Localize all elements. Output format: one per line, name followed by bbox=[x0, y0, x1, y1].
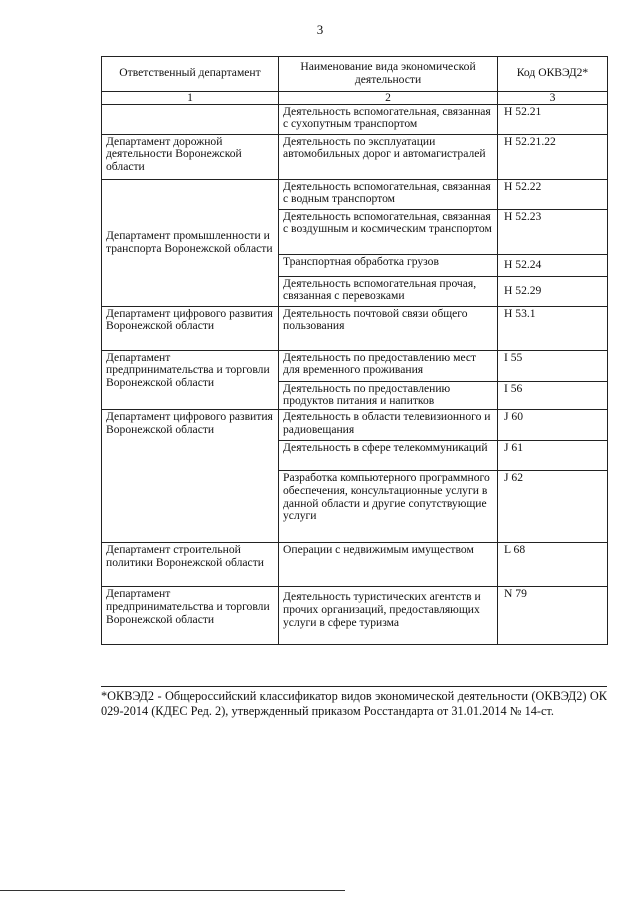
code-cell: Н 52.29 bbox=[498, 276, 608, 306]
activity-cell: Транспортная обработка грузов bbox=[279, 254, 498, 276]
header-department: Ответственный департамент bbox=[102, 57, 279, 92]
table-row bbox=[102, 104, 608, 134]
activity-cell: Деятельность по предоставлению мест для временного проживания bbox=[279, 350, 498, 381]
activity-cell: Деятельность в сфере телекоммуникаций bbox=[279, 441, 498, 471]
code-cell: Н 52.24 bbox=[498, 254, 608, 276]
column-number-2: 2 bbox=[279, 91, 498, 104]
table-header-row bbox=[102, 57, 608, 92]
footnote: *ОКВЭД2 - Общероссийский классификатор видов экономической деятельности (ОКВЭД2) ОК 029-2014 (КДЕС Ред. 2), утвержденный приказом Росстандарта от 31.01.2014 № 14-ст. bbox=[101, 689, 607, 719]
column-number-3: 3 bbox=[498, 91, 608, 104]
department-cell: Департамент цифрового развития Воронежской области bbox=[102, 306, 279, 350]
department-cell: Департамент предпринимательства и торговли Воронежской области bbox=[102, 587, 279, 645]
table-row bbox=[102, 350, 608, 381]
activity-cell: Деятельность в области телевизионного и радиовещания bbox=[279, 410, 498, 441]
table-row bbox=[102, 134, 608, 179]
page-number: 3 bbox=[316, 22, 324, 37]
code-cell: J 61 bbox=[498, 441, 608, 471]
table-row bbox=[102, 587, 608, 645]
activity-cell: Деятельность вспомогательная прочая, связанная с перевозками bbox=[279, 276, 498, 306]
code-cell: Н 52.22 bbox=[498, 179, 608, 209]
department-cell: Департамент предпринимательства и торговли Воронежской области bbox=[102, 350, 279, 410]
footnote-divider bbox=[101, 686, 607, 687]
department-cell: Департамент строительной политики Воронежской области bbox=[102, 543, 279, 587]
activity-cell: Деятельность вспомогательная, связанная с сухопутным транспортом bbox=[279, 104, 498, 134]
column-number-1: 1 bbox=[102, 91, 279, 104]
code-cell: Н 52.21 bbox=[498, 104, 608, 134]
okved-table bbox=[101, 56, 608, 645]
table-row bbox=[102, 306, 608, 350]
table-column-numbers-row bbox=[102, 91, 608, 104]
code-cell: I 56 bbox=[498, 381, 608, 410]
header-activity: Наименование вида экономической деятельности bbox=[279, 57, 498, 92]
activity-cell: Деятельность по предоставлению продуктов питания и напитков bbox=[279, 381, 498, 410]
department-cell: Департамент дорожной деятельности Воронежской области bbox=[102, 134, 279, 179]
code-cell: Н 52.23 bbox=[498, 209, 608, 254]
code-cell: J 60 bbox=[498, 410, 608, 441]
activity-cell: Операции с недвижимым имуществом bbox=[279, 543, 498, 587]
table-row bbox=[102, 543, 608, 587]
bottom-divider bbox=[0, 890, 345, 891]
activity-cell: Деятельность вспомогательная, связанная с воздушным и космическим транспортом bbox=[279, 209, 498, 254]
code-cell: Н 52.21.22 bbox=[498, 134, 608, 179]
code-cell: Н 53.1 bbox=[498, 306, 608, 350]
code-cell: I 55 bbox=[498, 350, 608, 381]
department-cell: Департамент промышленности и транспорта Воронежской области bbox=[102, 179, 279, 306]
department-cell: Департамент цифрового развития Воронежской области bbox=[102, 410, 279, 543]
activity-cell: Деятельность почтовой связи общего пользования bbox=[279, 306, 498, 350]
department-cell bbox=[102, 104, 279, 134]
code-cell: L 68 bbox=[498, 543, 608, 587]
activity-cell: Разработка компьютерного программного обеспечения, консультационные услуги в данной области и другие сопутствующие услуги bbox=[279, 471, 498, 543]
activity-cell: Деятельность вспомогательная, связанная с водным транспортом bbox=[279, 179, 498, 209]
code-cell: J 62 bbox=[498, 471, 608, 543]
table-row bbox=[102, 410, 608, 441]
header-code: Код ОКВЭД2* bbox=[498, 57, 608, 92]
code-cell: N 79 bbox=[498, 587, 608, 645]
table-row bbox=[102, 179, 608, 209]
activity-cell: Деятельность туристических агентств и прочих организаций, предоставляющих услуги в сфере туризма bbox=[279, 587, 498, 645]
activity-cell: Деятельность по эксплуатации автомобильных дорог и автомагистралей bbox=[279, 134, 498, 179]
